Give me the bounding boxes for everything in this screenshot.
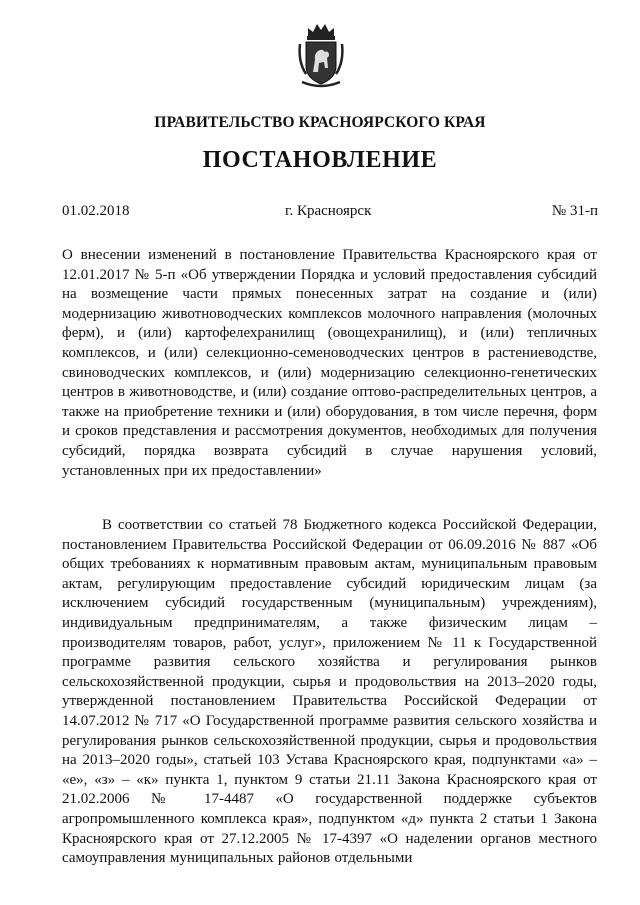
document-subject: О внесении изменений в постановление Правительства Красноярского края от 12.01.2017 № 5-п «Об утверждении Порядка и условий предоставления субсидий на возмещение части прямых понесенных затрат на создание и (или) модернизацию животноводческих комплексов молочного направления (молочных ферм), и (или) картофелехранилищ (овощехранилищ), и (или) тепличных комплексов, и (или) селекционно-семеноводческих центров в растениеводстве, свиноводческих комплексов, и (или) модернизацию селекционно-генетических центров в животноводстве, и (или) создание оптово-распределительных центров, а также на приобретение техники и (или) оборудования, в том числе перечня, форм и сроков представления и рассмотрения документов, необходимых для получения субсидий, порядка возврата субсидий в случае нарушения условий, установленных при их предоставлении»: [62, 247, 597, 479]
document-body-paragraph: В соответствии со статьей 78 Бюджетного кодекса Российской Федерации, постановлением Правительства Российской Федерации от 06.09.2016 № 887 «Об общих требованиях к нормативным правовым актам, муниципальным правовым актам, регулирующим предоставление субсидий юридическим лицам (за исключением субсидий государственным (муниципальным) учреждениям), индивидуальным предпринимателям, а также физическим лицам – производителям товаров, работ, услуг», приложением № 11 к Государственной программе развития сельского хозяйства и регулирования рынков сельскохозяйственной продукции, сырья и продовольствия на 2013–2020 годы, утвержденной постановлением Правительства Российской Федерации от 14.07.2012 № 717 «О Государственной программе развития сельского хозяйства и регулирования рынков сельскохозяйственной продукции, сырья и продовольствия на 2013–2020 годы», статьей 103 Устава Красноярского края, подпунктами «а» – «е», «з» – «к» пункта 1, пунктом 9 статьи 21.11 Закона Красноярского края от 21.02.2006 № 17-4487 «О государственной поддержке субъектов агропромышленного комплекса края», подпунктом «д» пункта 2 статьи 1 Закона Красноярского края от 27.12.2005 № 17-4397 «О наделении органов местного самоуправления муниципальных районов отдельными: [62, 517, 597, 867]
government-title: ПРАВИТЕЛЬСТВО КРАСНОЯРСКОГО КРАЯ: [154, 114, 486, 131]
document-date: 01.02.2018: [62, 203, 130, 219]
krasnoyarsk-coat-of-arms-icon: [296, 22, 346, 90]
document-number: № 31-п: [551, 203, 598, 219]
document-city: г. Красноярск: [285, 203, 372, 219]
document-type-heading: ПОСТАНОВЛЕНИЕ: [202, 147, 438, 173]
